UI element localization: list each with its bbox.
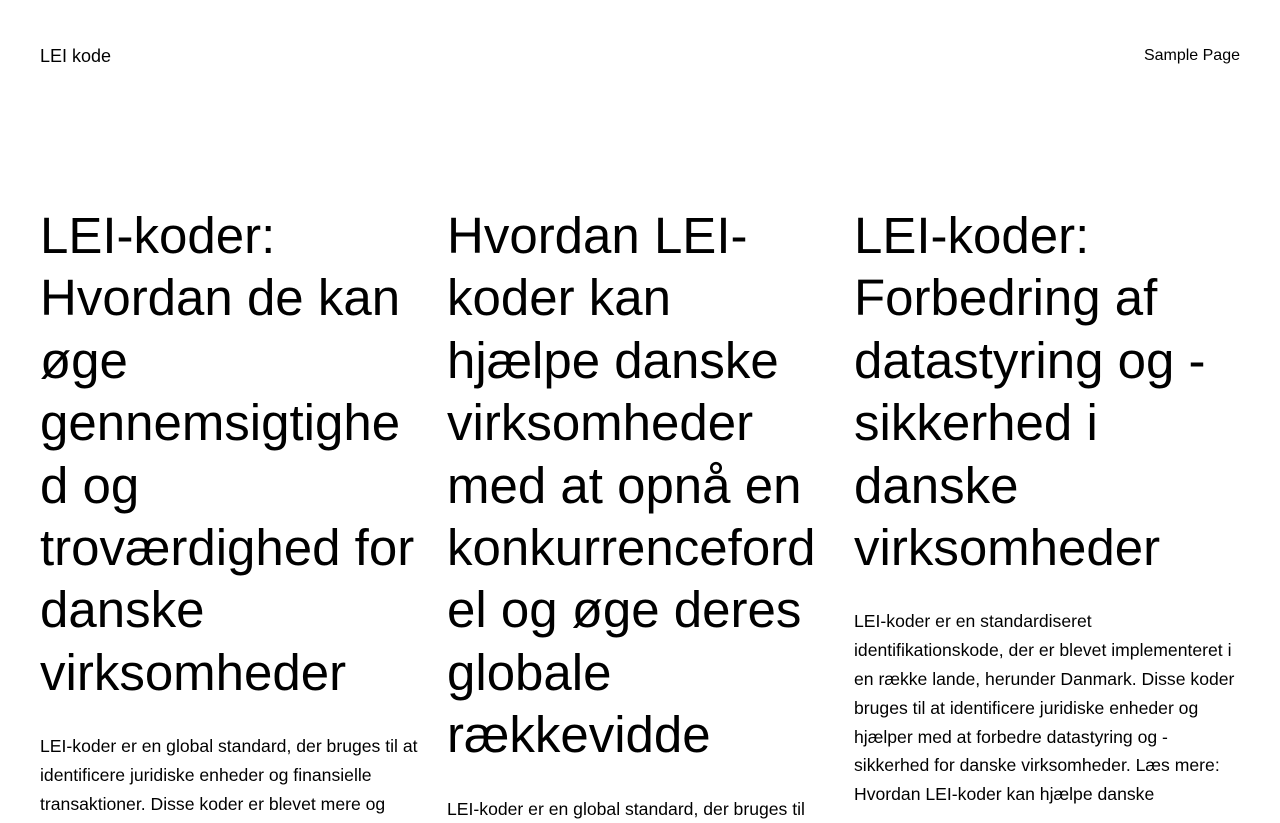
post-excerpt: LEI-koder er en global standard, der bruges til at identificere juridiske enheder og finansielle transaktioner. Disse koder er blevet mere og — [40, 736, 418, 814]
post-card — [854, 205, 1239, 823]
site-header — [0, 0, 1280, 112]
nav-link-sample-page[interactable]: Sample Page — [1143, 47, 1240, 64]
post-list — [40, 205, 1240, 823]
post-card — [40, 205, 423, 823]
post-excerpt: LEI-koder er en global standard, der bruges til — [447, 798, 805, 819]
post-title — [40, 205, 423, 704]
post-title-link[interactable]: LEI-koder: Hvordan de kan øge gennemsigtighed og troværdighed for danske virksomheder — [40, 207, 415, 701]
post-title-link[interactable]: Hvordan LEI-koder kan hjælpe danske virksomheder med at opnå en konkurrencefordel og øge deres globale rækkevidde — [447, 207, 816, 764]
post-excerpt: LEI-koder er en standardiseret identifikationskode, der er blevet implementeret i en række lande, herunder Danmark. Disse koder bruges til at identificere juridiske enheder og hjælper med at forbedre datastyring og -sikkerhed for danske virksomheder. Læs mere: Hvordan LEI-koder kan hjælpe danske — [854, 611, 1235, 805]
post-title — [447, 205, 830, 767]
post-title-link[interactable]: LEI-koder: Forbedring af datastyring og -sikkerhed i danske virksomheder — [854, 207, 1206, 577]
post-card — [447, 205, 830, 823]
post-title — [854, 205, 1239, 579]
site-title-link[interactable]: LEI kode — [40, 46, 112, 66]
